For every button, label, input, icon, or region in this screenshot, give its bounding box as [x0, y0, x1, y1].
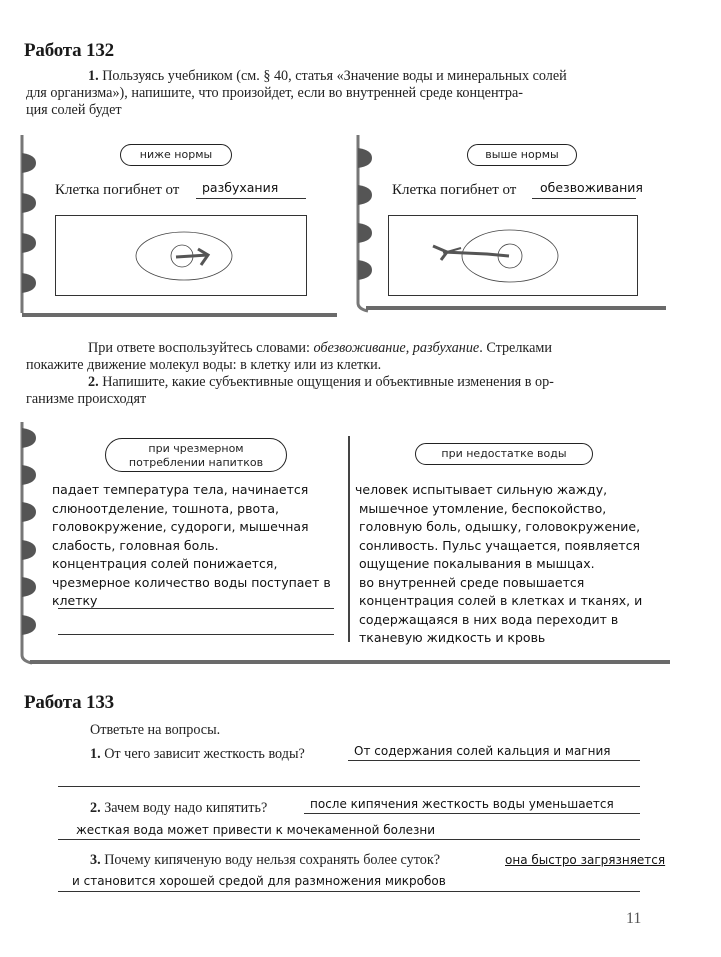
- answer-line: [58, 839, 640, 840]
- binder-rings-icon: [350, 133, 380, 318]
- answer-line: ощущение покалывания в мышцах.: [359, 556, 595, 571]
- answer-line: человек испытывает сильную жажду,: [355, 482, 608, 497]
- task-1-line-3: ция солей будет: [26, 102, 122, 118]
- answer-line: чрезмерное количество воды поступает в: [52, 574, 331, 590]
- water-arrow-in-icon: [176, 255, 208, 257]
- answer-line-left: [196, 198, 306, 199]
- answer-line: [58, 891, 640, 892]
- question-number: 2.: [90, 800, 101, 816]
- answer-line: мышечное утомление, беспокойство,: [359, 500, 607, 516]
- question-2-answer-2[interactable]: жесткая вода может привести к мочекаменной болезни: [76, 823, 436, 837]
- answer-line: [58, 786, 640, 787]
- question-number: 1.: [90, 746, 101, 762]
- work-132-title: Работа 132: [24, 40, 114, 61]
- answer-line: содержащаяся в них вода переходит в: [359, 611, 619, 627]
- above-norm-label: выше нормы: [467, 144, 577, 166]
- question-3-answer-1[interactable]: она быстро загрязняется: [505, 853, 666, 867]
- cell-dies-prompt-left: Клетка погибнет от: [55, 182, 180, 198]
- cell-diagram-right-drawing: [389, 216, 637, 295]
- question-text: Зачем воду надо кипятить?: [104, 800, 268, 816]
- binder-rings-icon: [14, 420, 44, 665]
- task-2-line-1: Напишите, какие субъективные ощущения и объективные изменения в ор-: [102, 374, 554, 390]
- water-shortage-label: при недостатке воды: [415, 443, 593, 465]
- panel-bottom-border: [22, 313, 337, 317]
- question-3: [90, 852, 440, 869]
- task-2-number: 2.: [88, 374, 99, 390]
- answer-line: клетку: [52, 593, 98, 608]
- hint-line-2: покажите движение молекул воды: в клетку или из клетки.: [26, 357, 382, 373]
- cell-dies-prompt-right: Клетка погибнет от: [392, 182, 517, 198]
- water-shortage-answer[interactable]: [355, 481, 665, 648]
- panel-divider: [348, 436, 350, 642]
- cell-diagram-left: [55, 215, 307, 296]
- cell-diagram-right: [388, 215, 638, 296]
- task-1-text: [26, 68, 650, 119]
- task-1-hint: [26, 340, 670, 408]
- answer-line: головокружение, судороги, мышечная: [52, 519, 309, 534]
- answer-line: [348, 760, 640, 761]
- excess-drinking-label-line-2: потреблении напитков: [128, 456, 264, 469]
- answer-dehydration[interactable]: обезвоживания: [540, 180, 643, 195]
- binder-rings-icon: [14, 133, 44, 318]
- work-133-intro: Ответьте на вопросы.: [90, 722, 221, 738]
- answer-line: тканевую жидкость и кровь: [359, 630, 546, 645]
- excess-drinking-answer[interactable]: [52, 481, 342, 611]
- question-text: Почему кипяченую воду нельзя сохранять более суток?: [104, 852, 441, 868]
- panel-bottom-border: [30, 660, 670, 664]
- water-arrow-out-icon: [443, 252, 509, 256]
- question-2-answer-1[interactable]: после кипячения жесткость воды уменьшается: [310, 797, 614, 811]
- page-number: 11: [626, 910, 642, 927]
- question-3-answer-2[interactable]: и становится хорошей средой для размножения микробов: [72, 874, 446, 888]
- answer-line: [304, 813, 640, 814]
- answer-line-right: [532, 198, 636, 199]
- excess-drinking-label-line-1: при чрезмерном: [148, 442, 244, 455]
- task-1-line-2: для организма»), напишите, что произойдет, если во внутренней среде концентра-: [26, 85, 524, 101]
- answer-line: сонливость. Пульс учащается, появляется: [359, 537, 641, 553]
- hint-text-a: При ответе воспользуйтесь словами:: [88, 340, 314, 356]
- panel-bottom-border: [366, 306, 666, 310]
- question-1-answer[interactable]: От содержания солей кальция и магния: [354, 744, 611, 758]
- answer-line: слюноотделение, тошнота, рвота,: [52, 500, 280, 516]
- hint-text-b: . Стрелками: [479, 340, 552, 356]
- question-text: От чего зависит жесткость воды?: [104, 746, 305, 762]
- task-1-number: 1.: [88, 68, 99, 84]
- task-1-line-1: Пользуясь учебником (см. § 40, статья «Значение воды и минеральных солей: [102, 68, 567, 84]
- cell-membrane-icon: [462, 230, 558, 282]
- question-2: [90, 800, 267, 817]
- question-1: [90, 746, 305, 763]
- cell-diagram-left-drawing: [56, 216, 306, 295]
- blank-line: [58, 634, 334, 635]
- answer-swelling[interactable]: разбухания: [202, 180, 279, 195]
- question-number: 3.: [90, 852, 101, 868]
- answer-line: концентрация солей в клетках и тканях, и: [359, 593, 643, 608]
- answer-line: головную боль, одышку, головокружение,: [359, 519, 641, 534]
- answer-line: слабость, головная боль.: [52, 537, 219, 553]
- below-norm-label: ниже нормы: [120, 144, 232, 166]
- answer-line: падает температура тела, начинается: [52, 482, 309, 497]
- task-2-line-2: ганизме происходят: [26, 391, 147, 407]
- hint-keywords: обезвоживание, разбухание: [313, 340, 480, 356]
- work-133-title: Работа 133: [24, 692, 114, 713]
- blank-line: [58, 608, 334, 609]
- answer-line: во внутренней среде повышается: [359, 574, 585, 590]
- answer-line: концентрация солей понижается,: [52, 556, 278, 571]
- excess-drinking-label: [105, 438, 287, 472]
